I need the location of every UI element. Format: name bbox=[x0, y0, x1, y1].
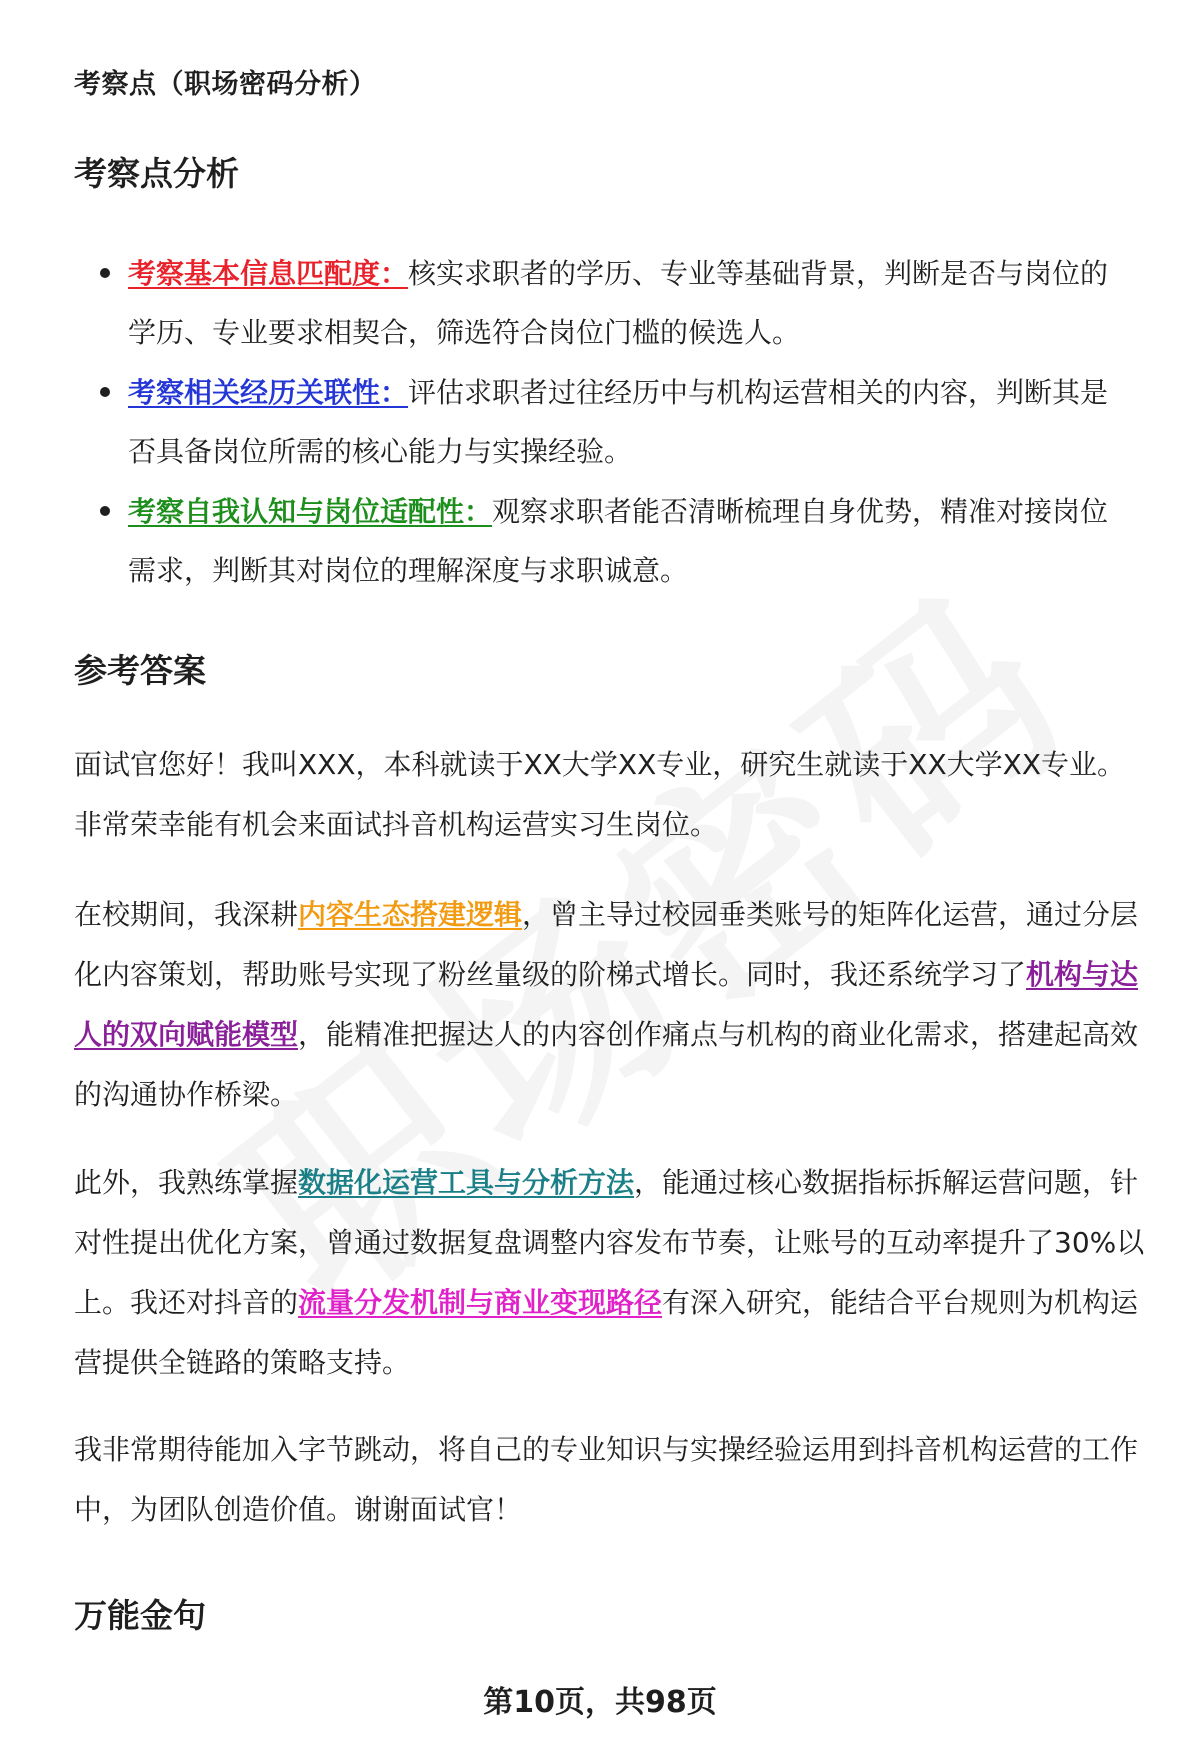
analysis-list bbox=[128, 244, 1128, 601]
answer-keyword-content-ecology: 内容生态搭建逻辑 bbox=[298, 898, 523, 931]
answer-paragraph-closing: 我非常期待能加入字节跳动，将自己的专业知识与实操经验运用到抖音机构运营的工作中，为团队创造价值。谢谢面试官！ bbox=[74, 1433, 1139, 1526]
answer-p3-text-b: ，能通过核心数据指标拆解运营问题，针对性提出优化方案，曾通过数据复盘调整内容发布节奏，让账号的互动率提升了30%以上。我还对抖音的 bbox=[74, 1166, 1145, 1319]
analysis-item-basic-info bbox=[128, 244, 1128, 362]
answer-keyword-traffic-mechanism: 流量分发机制与商业变现路径 bbox=[298, 1286, 663, 1319]
analysis-keyword-basic-info: 考察基本信息匹配度： bbox=[128, 257, 409, 290]
answer-paragraph-campus bbox=[74, 885, 1149, 1125]
answer-p2-text-c: ，能精准把握达人的内容创作痛点与机构的商业化需求，搭建起高效的沟通协作桥梁。 bbox=[74, 1018, 1139, 1111]
answer-p3-text-c: 有深入研究，能结合平台规则为机构运营提供全链路的策略支持。 bbox=[74, 1286, 1139, 1379]
answer-paragraph-data bbox=[74, 1153, 1149, 1393]
analysis-item-experience bbox=[128, 363, 1128, 481]
analysis-text-self-awareness: 观察求职者能否清晰梳理自身优势，精准对接岗位需求，判断其对岗位的理解深度与求职诚意。 bbox=[128, 495, 1109, 587]
analysis-keyword-experience: 考察相关经历关联性： bbox=[128, 376, 409, 409]
page-number: 第10页，共98页 bbox=[483, 1685, 717, 1720]
answer-p2-text-b: ，曾主导过校园垂类账号的矩阵化运营，通过分层化内容策划，帮助账号实现了粉丝量级的阶梯式增长。同时，我还系统学习了 bbox=[74, 898, 1139, 991]
answer-keyword-data-tools: 数据化运营工具与分析方法 bbox=[298, 1166, 635, 1199]
answer-p3-text-a: 此外，我熟练掌握 bbox=[74, 1166, 299, 1199]
analysis-heading: 考察点分析 bbox=[74, 154, 239, 193]
answer-paragraph-intro: 面试官您好！我叫XXX，本科就读于XX大学XX专业，研究生就读于XX大学XX专业。非常荣幸能有机会来面试抖音机构运营实习生岗位。 bbox=[74, 748, 1126, 841]
analysis-keyword-self-awareness: 考察自我认知与岗位适配性： bbox=[128, 495, 493, 528]
analysis-text-basic-info: 核实求职者的学历、专业等基础背景，判断是否与岗位的学历、专业要求相契合，筛选符合岗位门槛的候选人。 bbox=[128, 257, 1109, 349]
analysis-text-experience: 评估求职者过往经历中与机构运营相关的内容，判断其是否具备岗位所需的核心能力与实操经验。 bbox=[128, 376, 1109, 468]
answer-keyword-empowerment-model: 机构与达人的双向赋能模型 bbox=[74, 958, 1139, 1051]
analysis-item-self-awareness bbox=[128, 482, 1128, 600]
golden-sentences-heading: 万能金句 bbox=[74, 1596, 206, 1635]
answer-p2-text-a: 在校期间，我深耕 bbox=[74, 898, 299, 931]
answer-heading: 参考答案 bbox=[74, 651, 206, 690]
document-title: 考察点（职场密码分析） bbox=[74, 69, 377, 100]
